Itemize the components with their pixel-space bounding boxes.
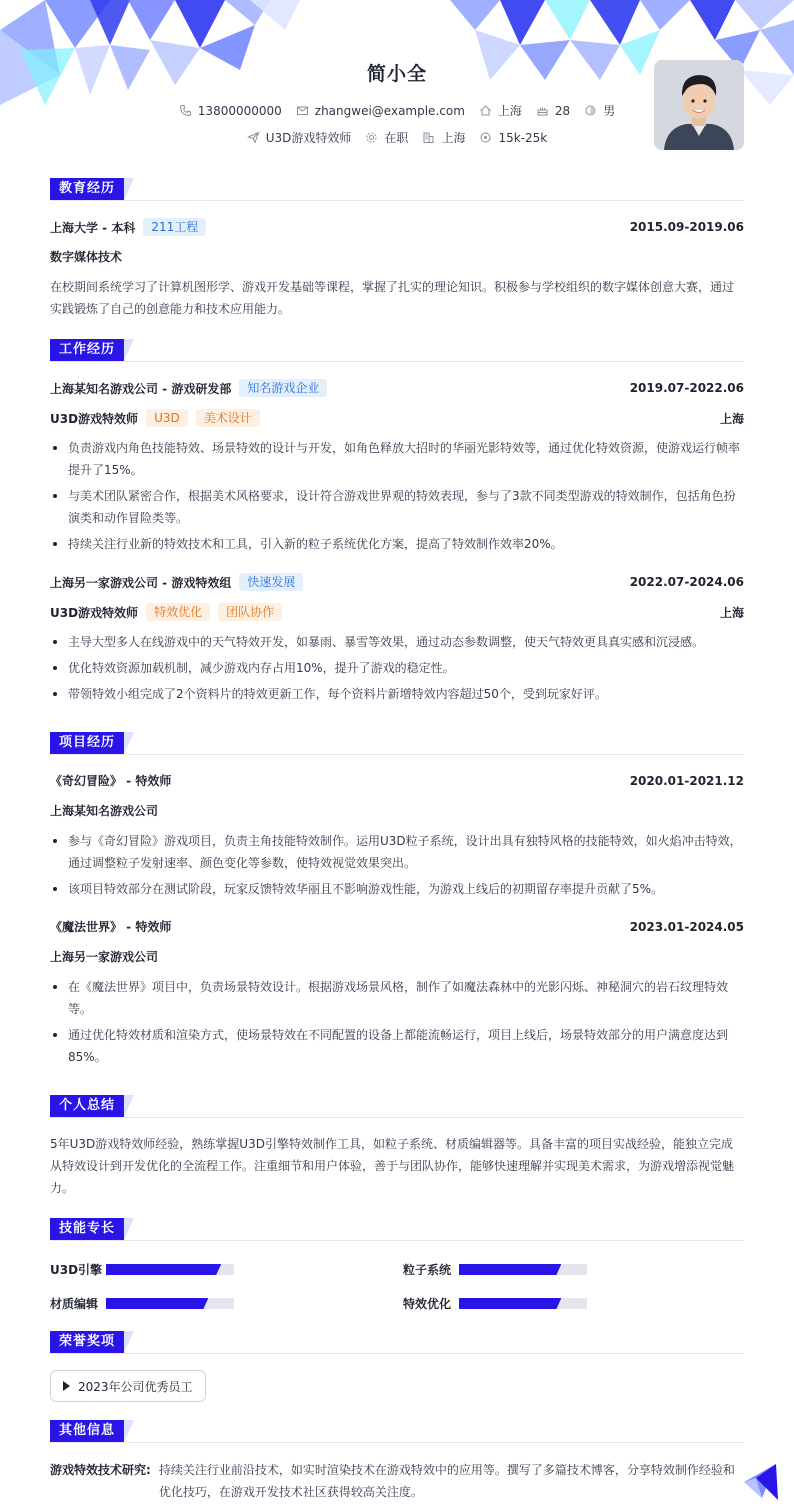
project-header-2 — [50, 918, 744, 935]
project-bullet: 通过优化特效材质和渲染方式，使场景特效在不同配置的设备上都能流畅运行，项目上线后，场景特效部分的用户满意度达到85%。 — [50, 1024, 744, 1068]
skill-item — [50, 1261, 234, 1278]
phone-value: 13800000000 — [197, 103, 282, 118]
section-divider — [50, 361, 744, 362]
skill-item — [403, 1295, 587, 1312]
section-divider — [50, 200, 744, 201]
skill-item — [403, 1261, 587, 1278]
project-date: 2020.01-2021.12 — [629, 773, 744, 788]
skill-bar — [106, 1264, 234, 1275]
project-header-1 — [50, 772, 744, 789]
section-divider — [50, 1353, 744, 1354]
section-divider — [50, 1240, 744, 1241]
section-title-awards: 荣誉奖项 — [50, 1331, 134, 1353]
summary-text: 5年U3D游戏特效师经验，熟练掌握U3D引擎特效制作工具，如粒子系统、材质编辑器等。具备丰富的项目实战经验，能独立完成从特效设计到开发优化的全流程工作。注重细节和用户体验，善于与团队协作，能够快速理解并实现美术需求，为游戏增添视觉魅力。 — [50, 1137, 735, 1195]
education-date: 2015.09-2019.06 — [629, 220, 744, 234]
mail-icon — [296, 104, 309, 117]
company-name: 上海另一家游戏公司 - 游戏特效组 — [50, 575, 232, 590]
work-header-2 — [50, 573, 744, 591]
gender — [584, 102, 615, 119]
project-company: 上海另一家游戏公司 — [50, 950, 159, 964]
work-city: 上海 — [719, 605, 744, 620]
city-value: 上海 — [497, 104, 522, 118]
work-bullet: 与美术团队紧密合作，根据美术风格要求，设计符合游戏世界观的特效表现，参与了3款不同类型游戏的特效制作，包括角色扮演类和动作冒险类等。 — [50, 485, 744, 529]
skill-bar — [106, 1298, 234, 1309]
phone-icon — [179, 104, 192, 117]
work-bullet: 负责游戏内角色技能特效、场景特效的设计与开发，如角色释放大招时的华丽光影特效等，通过优化特效资源，使游戏运行帧率提升了15%。 — [50, 437, 744, 481]
home-icon — [479, 104, 492, 117]
work-city — [422, 129, 465, 146]
gear-icon — [365, 131, 378, 144]
work-bullet: 带领特效小组完成了2个资料片的特效更新工作，每个资料片新增特效内容超过50个，受到玩家好评。 — [50, 683, 744, 705]
section-title-other: 其他信息 — [50, 1420, 134, 1442]
section-divider — [50, 1117, 744, 1118]
work-role-row-2 — [50, 603, 744, 621]
company-tag: 知名游戏企业 — [239, 379, 327, 397]
role-tag: 美术设计 — [196, 409, 260, 427]
gender-value: 男 — [603, 104, 616, 118]
role-tag: U3D — [146, 409, 188, 427]
section-divider — [50, 754, 744, 755]
work-date: 2022.07-2024.06 — [629, 575, 744, 589]
work-city: 上海 — [719, 411, 744, 426]
email — [296, 104, 465, 118]
skill-name: U3D引擎 — [50, 1263, 103, 1277]
project-company-row-2 — [50, 948, 744, 965]
school-name: 上海大学 - 本科 — [50, 220, 136, 235]
skill-name: 粒子系统 — [403, 1263, 452, 1277]
candidate-name: 简小全 — [366, 63, 427, 85]
skill-bar — [459, 1298, 587, 1309]
building-icon — [422, 131, 435, 144]
project-bullet: 在《魔法世界》项目中，负责场景特效设计。根据游戏场景风格，制作了如魔法森林中的光影闪烁、神秘洞穴的岩石纹理特效等。 — [50, 976, 744, 1020]
salary-value: 15k-25k — [498, 130, 548, 145]
award-label: 2023年公司优秀员工 — [78, 1379, 193, 1394]
status-value: 在职 — [384, 131, 409, 145]
section-title-skills: 技能专长 — [50, 1218, 134, 1240]
work-date: 2019.07-2022.06 — [629, 381, 744, 395]
project-company: 上海某知名游戏公司 — [50, 804, 159, 818]
play-icon — [63, 1381, 70, 1391]
cake-icon — [536, 104, 549, 117]
work-bullet: 优化特效资源加载机制，减少游戏内存占用10%，提升了游戏的稳定性。 — [50, 657, 744, 679]
work-header-1 — [50, 379, 744, 397]
other-info — [50, 1459, 744, 1503]
skill-name: 材质编辑 — [50, 1297, 99, 1311]
award-item[interactable] — [50, 1370, 206, 1402]
status — [365, 129, 408, 146]
section-title-summary: 个人总结 — [50, 1095, 134, 1117]
skill-bar-fill — [459, 1298, 561, 1309]
section-divider — [50, 1442, 744, 1443]
avatar — [654, 60, 744, 150]
age — [536, 104, 570, 118]
skill-bar-fill — [106, 1298, 208, 1309]
age-value: 28 — [554, 103, 571, 118]
company-name: 上海某知名游戏公司 - 游戏研发部 — [50, 381, 232, 396]
skill-name: 特效优化 — [403, 1297, 452, 1311]
send-icon — [247, 131, 260, 144]
project-name: 《魔法世界》 - 特效师 — [50, 920, 172, 934]
role-tag: 团队协作 — [218, 603, 282, 621]
project-bullet: 该项目特效部分在测试阶段，玩家反馈特效华丽且不影响游戏性能，为游戏上线后的初期留存率提升贡献了5%。 — [50, 878, 744, 900]
education-major-row — [50, 248, 744, 265]
skill-bar — [459, 1264, 587, 1275]
position-value: U3D游戏特效师 — [265, 131, 352, 145]
section-title-work: 工作经历 — [50, 339, 134, 361]
phone — [179, 104, 282, 118]
school-tag: 211工程 — [143, 218, 206, 236]
skill-bar-fill — [106, 1264, 221, 1275]
project-company-row-1 — [50, 802, 744, 819]
corner-decoration — [742, 1460, 782, 1502]
role-tag: 特效优化 — [146, 603, 210, 621]
project-date: 2023.01-2024.05 — [629, 919, 744, 934]
role-title: U3D游戏特效师 — [50, 605, 139, 620]
major: 数字媒体技术 — [50, 250, 123, 264]
position — [247, 129, 352, 146]
role-title: U3D游戏特效师 — [50, 411, 139, 426]
section-title-projects: 项目经历 — [50, 732, 134, 754]
other-key: 游戏特效技术研究: — [50, 1463, 151, 1477]
education-header — [50, 218, 744, 236]
education-description: 在校期间系统学习了计算机图形学、游戏开发基础等课程，掌握了扎实的理论知识。积极参与学校组织的数字媒体创意大赛，通过实践锻炼了自己的创意能力和技术应用能力。 — [50, 280, 735, 316]
project-name: 《奇幻冒险》 - 特效师 — [50, 774, 172, 788]
company-tag: 快速发展 — [239, 573, 303, 591]
other-value: 持续关注行业前沿技术，如实时渲染技术在游戏特效中的应用等。撰写了多篇技术博客，分享特效制作经验和优化技巧，在游戏开发技术社区获得较高关注度。 — [158, 1463, 735, 1499]
gender-icon — [584, 104, 597, 117]
work-role-row-1 — [50, 409, 744, 427]
skill-bar-fill — [459, 1264, 561, 1275]
work-city-value: 上海 — [441, 131, 466, 145]
email-value: zhangwei@example.com — [314, 103, 465, 118]
work-bullet: 主导大型多人在线游戏中的天气特效开发，如暴雨、暴雪等效果，通过动态参数调整，使天气特效更具真实感和沉浸感。 — [50, 631, 744, 653]
section-title-education: 教育经历 — [50, 178, 134, 200]
coin-icon — [479, 131, 492, 144]
salary — [479, 131, 547, 145]
city — [479, 102, 522, 119]
skill-item — [50, 1295, 234, 1312]
work-bullet: 持续关注行业新的特效技术和工具，引入新的粒子系统优化方案，提高了特效制作效率20%。 — [50, 533, 744, 555]
project-bullet: 参与《奇幻冒险》游戏项目，负责主角技能特效制作。运用U3D粒子系统，设计出具有独特风格的技能特效，如火焰冲击特效，通过调整粒子发射速率、颜色变化等参数，使特效视觉效果突出。 — [50, 830, 744, 874]
